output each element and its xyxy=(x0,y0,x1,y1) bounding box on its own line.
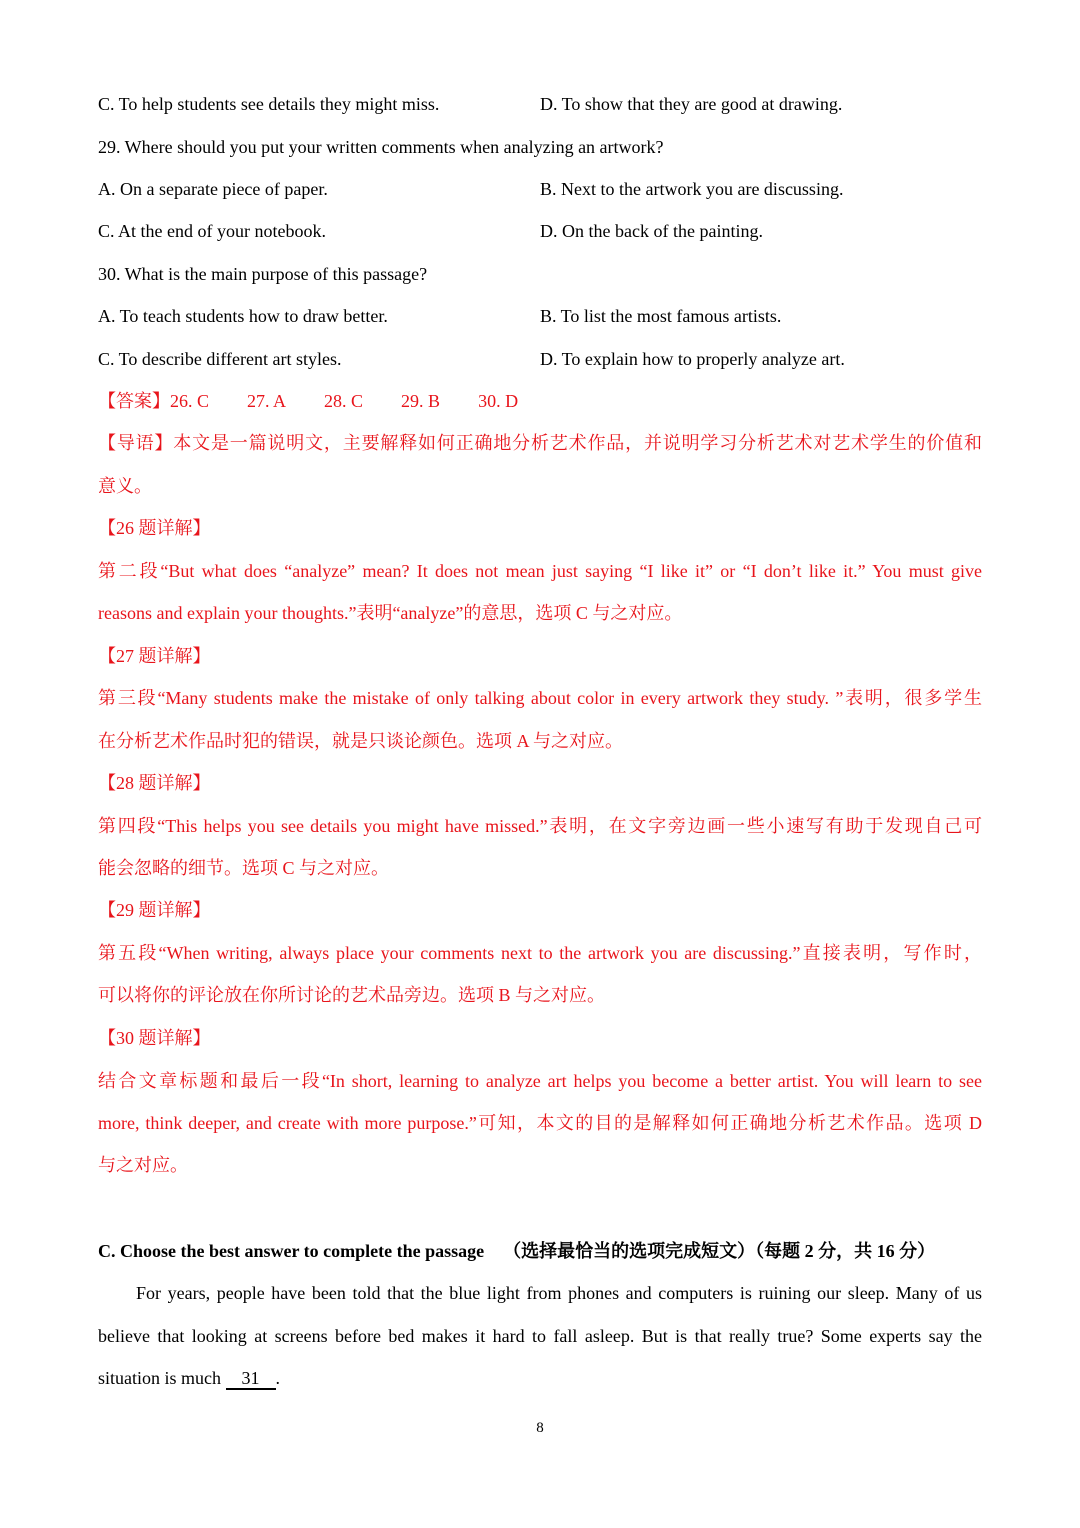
answer-item: 26. C xyxy=(170,391,210,411)
q30-option-b: B. To list the most famous artists. xyxy=(540,306,782,326)
explanation-text: 结合文章标题和最后一段“In short, learning to analyze art helps you become a better artist. You will learn to see xyxy=(98,1071,982,1091)
answer-key xyxy=(98,389,518,413)
q29-option-c: C. At the end of your notebook. xyxy=(98,221,326,241)
explanation-text: 可以将你的评论放在你所讨论的艺术品旁边。选项 B 与之对应。 xyxy=(98,985,606,1005)
section-c-heading xyxy=(98,1239,935,1263)
q28-option-d: D. To show that they are good at drawing. xyxy=(540,94,843,114)
answer-item: 28. C xyxy=(324,391,364,411)
q30-option-a: A. To teach students how to draw better. xyxy=(98,306,388,326)
passage-text: situation is much xyxy=(98,1368,226,1388)
explanation-text: reasons and explain your thoughts.”表明“analyze”的意思，选项 C 与之对应。 xyxy=(98,603,683,623)
answer-item: 29. B xyxy=(401,391,441,411)
passage-line xyxy=(98,1366,280,1390)
explanation-heading: 【26 题详解】 xyxy=(98,518,211,538)
explanation-text: more, think deeper, and create with more purpose.”可知，本文的目的是解释如何正确地分析艺术作品。选项 D xyxy=(98,1113,982,1133)
explanation-text: 在分析艺术作品时犯的错误，就是只谈论颜色。选项 A 与之对应。 xyxy=(98,731,624,751)
q29-option-d: D. On the back of the painting. xyxy=(540,221,763,241)
q28-option-c: C. To help students see details they might miss. xyxy=(98,94,440,114)
q30-question: 30. What is the main purpose of this passage? xyxy=(98,264,428,284)
explanation-heading: 【28 题详解】 xyxy=(98,773,211,793)
explanation-text: 第三段“Many students make the mistake of only talking about color in every artwork they study. ”表明，很多学生 xyxy=(98,688,982,708)
answer-label: 【答案】 xyxy=(98,391,170,411)
explanation-text: 能会忽略的细节。选项 C 与之对应。 xyxy=(98,858,390,878)
explanation-text: 第五段“When writing, always place your comments next to the artwork you are discussing.”直接表明，写作时， xyxy=(98,943,982,963)
section-c-title: C. Choose the best answer to complete the passage xyxy=(98,1241,485,1261)
guide-line: 意义。 xyxy=(98,476,152,496)
q30-option-c: C. To describe different art styles. xyxy=(98,349,342,369)
q29-option-a: A. On a separate piece of paper. xyxy=(98,179,328,199)
answer-item: 27. A xyxy=(247,391,287,411)
page-number: 8 xyxy=(536,1420,544,1436)
explanation-heading: 【27 题详解】 xyxy=(98,646,211,666)
answer-item: 30. D xyxy=(478,391,519,411)
passage-line: believe that looking at screens before bed makes it hard to fall asleep. But is that really true? Some experts say the xyxy=(98,1326,982,1346)
explanation-text: 第四段“This helps you see details you might have missed.”表明，在文字旁边画一些小速写有助于发现自己可 xyxy=(98,816,982,836)
passage-text: . xyxy=(275,1368,280,1388)
q30-option-d: D. To explain how to properly analyze art. xyxy=(540,349,845,369)
explanation-heading: 【29 题详解】 xyxy=(98,900,211,920)
blank-31[interactable]: 31 xyxy=(226,1368,276,1390)
section-c-subtitle: （选择最恰当的选项完成短文）（每题 2 分，共 16 分） xyxy=(503,1241,936,1261)
explanation-heading: 【30 题详解】 xyxy=(98,1028,211,1048)
q29-question: 29. Where should you put your written comments when analyzing an artwork? xyxy=(98,137,664,157)
guide-line: 【导语】本文是一篇说明文，主要解释如何正确地分析艺术作品，并说明学习分析艺术对艺术学生的价值和 xyxy=(98,433,982,453)
q29-option-b: B. Next to the artwork you are discussing. xyxy=(540,179,844,199)
explanation-text: 与之对应。 xyxy=(98,1155,188,1175)
explanation-text: 第二段“But what does “analyze” mean? It does not mean just saying “I like it” or “I don’t like it.” You must give xyxy=(98,561,982,581)
passage-line: For years, people have been told that the blue light from phones and computers is ruining our sleep. Many of us xyxy=(136,1283,982,1303)
